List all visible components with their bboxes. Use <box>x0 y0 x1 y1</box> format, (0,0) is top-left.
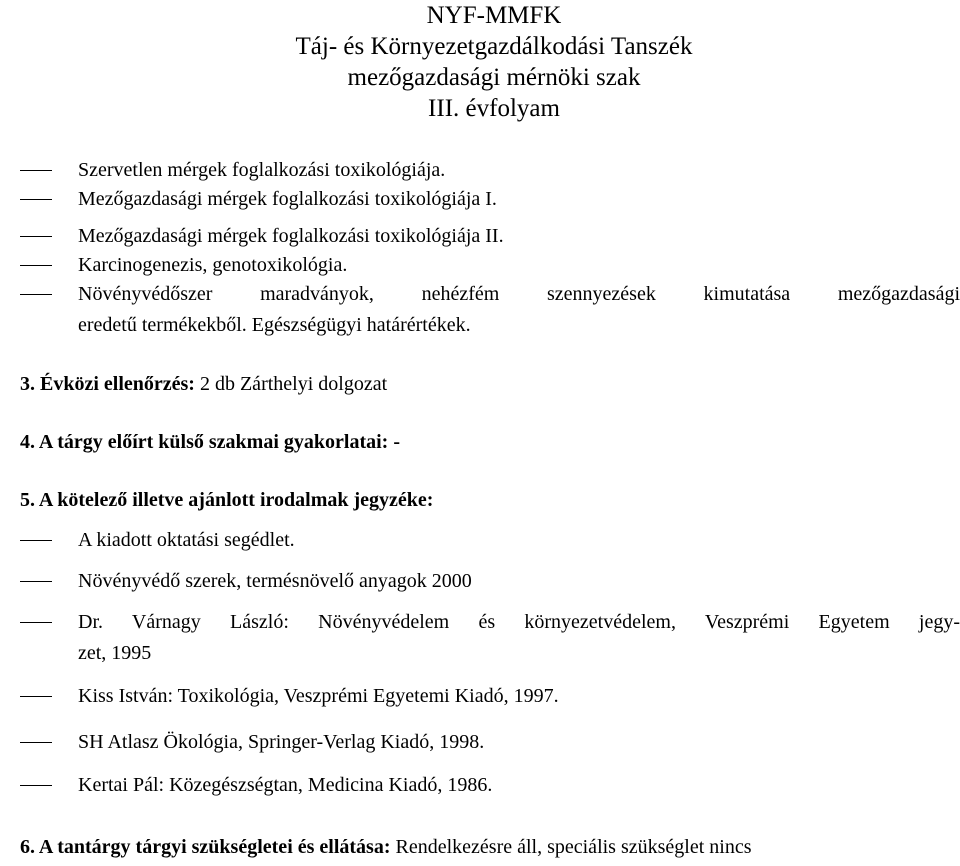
section-6-heading: 6. A tantárgy tárgyi szükségletei és ellátása: <box>20 836 391 858</box>
list-item-text: Kiss István: Toxikológia, Veszprémi Egyetemi Kiadó, 1997. <box>78 685 559 707</box>
section-4-heading: 4. A tárgy előírt külső szakmai gyakorlatai: - <box>20 431 400 453</box>
list-item-text: Kertai Pál: Közegészségtan, Medicina Kiadó, 1986. <box>78 774 493 796</box>
section-3-value: 2 db Zárthelyi dolgozat <box>199 373 388 395</box>
list-item-text: Dr. Várnagy László: Növényvédelem és környezetvédelem, Veszprémi Egyetem jegy- <box>78 611 960 633</box>
section-5 <box>20 488 433 513</box>
document-header <box>0 0 960 124</box>
section-4 <box>20 430 400 455</box>
list-item-text: Mezőgazdasági mérgek foglalkozási toxikológiája I. <box>78 188 497 210</box>
list-item-text: Növényvédő szerek, termésnövelő anyagok 2000 <box>78 570 472 592</box>
list-item-text: SH Atlasz Ökológia, Springer-Verlag Kiadó, 1998. <box>78 731 485 753</box>
program-name: mezőgazdasági mérnöki szak <box>347 64 641 91</box>
list-item-text: Mezőgazdasági mérgek foglalkozási toxikológiája II. <box>78 225 504 247</box>
list-item-text-continued: eredetű termékekből. Egészségügyi határértékek. <box>78 314 471 336</box>
section-3 <box>20 372 387 397</box>
section-5-heading: 5. A kötelező illetve ajánlott irodalmak jegyzéke: <box>20 489 434 511</box>
list-item-text: A kiadott oktatási segédlet. <box>78 529 295 551</box>
year-of-study: III. évfolyam <box>428 95 560 122</box>
section-6 <box>20 835 752 860</box>
list-item-text: Karcinogenezis, genotoxikológia. <box>78 254 348 276</box>
institution-name: NYF-MMFK <box>426 2 562 29</box>
section-3-heading: 3. Évközi ellenőrzés: <box>20 373 195 395</box>
list-item-text: Növényvédőszer maradványok, nehézfém szennyezések kimutatása mezőgazdasági <box>78 283 960 305</box>
list-item-text: Szervetlen mérgek foglalkozási toxikológiája. <box>78 159 446 181</box>
section-6-value: Rendelkezésre áll, speciális szükséglet nincs <box>395 836 752 858</box>
department-name: Táj- és Környezetgazdálkodási Tanszék <box>295 33 693 60</box>
list-item-text-continued: zet, 1995 <box>78 642 152 664</box>
